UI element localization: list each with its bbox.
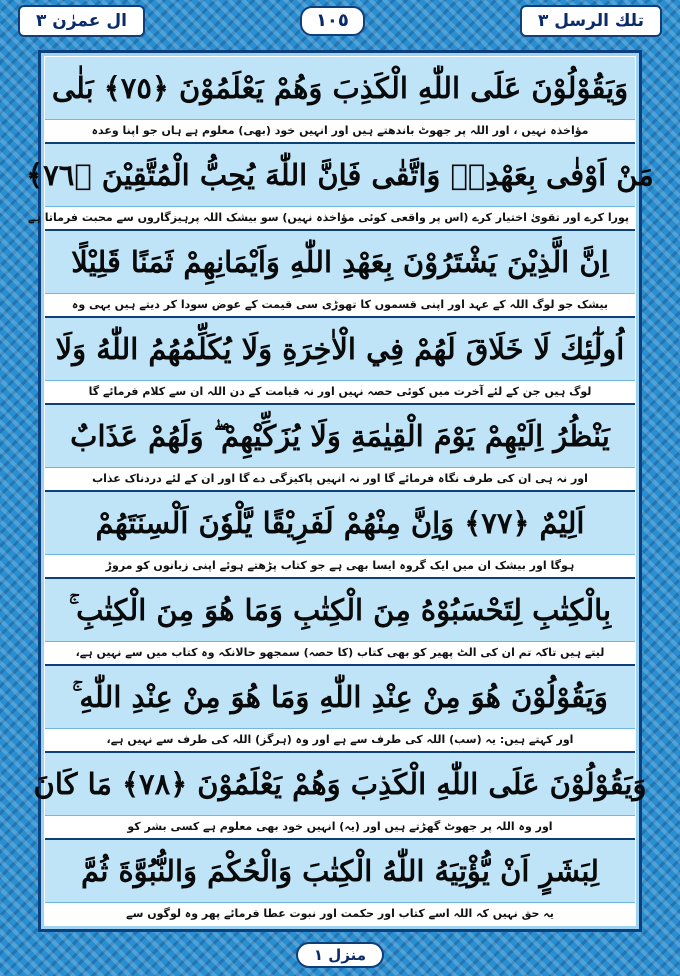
arabic-line: اِنَّ الَّذِيْنَ يَشْتَرُوْنَ بِعَهْدِ اللّٰهِ وَاَيْمَانِهِمْ ثَمَنًا قَلِيْلًا: [45, 231, 635, 293]
line-pair: [26, 144, 654, 231]
text-frame: [26, 50, 654, 932]
arabic-line: وَيَقُوْلُوْنَ عَلَى اللّٰهِ الْكَذِبَ وَهُمْ يَعْلَمُوْنَ ﴿٧٥﴾ بَلٰى: [45, 57, 635, 119]
urdu-translation: پورا کرے اور تقویٰ اختیار کرے (اس پر واقعی کوئی مؤاخذہ نہیں) سو بیشک اللہ پرہیزگاروں سے محبت فرماتا ہے: [45, 206, 635, 229]
urdu-translation: مؤاخذہ نہیں ، اور اللہ پر جھوٹ باندھتے ہیں اور انہیں خود (بھی) معلوم ہے ہاں جو اپنا وعدہ: [45, 119, 635, 142]
urdu-translation: اور نہ ہی ان کی طرف نگاہ فرمائے گا اور نہ انہیں پاکیزگی دے گا اور ان کے لئے دردناک عذاب: [45, 467, 635, 490]
urdu-translation: یہ حق نہیں کہ اللہ اسے کتاب اور حکمت اور نبوت عطا فرمائے پھر وہ لوگوں سے: [45, 902, 635, 925]
arabic-line: وَيَقُوْلُوْنَ عَلَى اللّٰهِ الْكَذِبَ وَهُمْ يَعْلَمُوْنَ ﴿٧٨﴾ مَا كَانَ: [45, 753, 635, 815]
manzil-label: منزل ١: [296, 942, 384, 968]
urdu-translation: اور وہ اللہ پر جھوٹ گھڑتے ہیں اور (یہ) انہیں خود بھی معلوم ہے کسی بشر کو: [45, 815, 635, 838]
urdu-translation: بیشک جو لوگ اللہ کے عہد اور اپنی قسموں کا تھوڑی سی قیمت کے عوض سودا کر دیتے ہیں یہی وہ: [45, 293, 635, 316]
line-pair: [45, 579, 635, 666]
page-number: ١٠٥: [300, 6, 365, 36]
urdu-translation: لیتے ہیں تاکہ تم ان کی الٹ پھیر کو بھی کتاب (کا حصہ) سمجھو حالانکہ وہ کتاب میں سے نہیں ہے،: [45, 641, 635, 664]
arabic-line: يَنْظُرُ اِلَيْهِمْ يَوْمَ الْقِيٰمَةِ وَلَا يُزَكِّيْهِمْ ۖ وَلَهُمْ عَذَابٌ: [45, 405, 635, 467]
arabic-line: اُولٰٓئِكَ لَا خَلَاقَ لَهُمْ فِي الْاٰخِرَةِ وَلَا يُكَلِّمُهُمُ اللّٰهُ وَلَا: [45, 318, 635, 380]
line-pair: [45, 666, 635, 753]
arabic-line: اَلِيْمٌ ﴿٧٧﴾ وَاِنَّ مِنْهُمْ لَفَرِيْقًا يَّلْوٗنَ اَلْسِنَتَهُمْ: [45, 492, 635, 554]
urdu-translation: ہوگا اور بیشک ان میں ایک گروہ ایسا بھی ہے جو کتاب پڑھتے ہوئے اپنی زبانوں کو مروڑ: [45, 554, 635, 577]
verse-lines: [26, 57, 654, 925]
arabic-line: بِالْكِتٰبِ لِتَحْسَبُوْهُ مِنَ الْكِتٰبِ وَمَا هُوَ مِنَ الْكِتٰبِ ۚ: [45, 579, 635, 641]
juz-name: تلك الرسل ٣: [520, 5, 662, 37]
arabic-line: مَنْ اَوْفٰى بِعَهْدِهٖ وَاتَّقٰى فَاِنَّ اللّٰهَ يُحِبُّ الْمُتَّقِيْنَ ﴿٧٦﴾: [45, 144, 635, 206]
line-pair: [45, 231, 635, 318]
page-footer: [0, 942, 680, 968]
line-pair: [45, 318, 635, 405]
line-pair: [45, 57, 635, 144]
line-pair: [33, 753, 647, 840]
page-header: [18, 4, 662, 38]
arabic-line: لِبَشَرٍ اَنْ يُّؤْتِيَهُ اللّٰهُ الْكِتٰبَ وَالْحُكْمَ وَالنُّبُوَّةَ ثُمَّ: [45, 840, 635, 902]
arabic-line: وَيَقُوْلُوْنَ هُوَ مِنْ عِنْدِ اللّٰهِ وَمَا هُوَ مِنْ عِنْدِ اللّٰهِ ۚ: [45, 666, 635, 728]
urdu-translation: لوگ ہیں جن کے لئے آخرت میں کوئی حصہ نہیں اور نہ قیامت کے دن اللہ ان سے کلام فرمائے گا: [45, 380, 635, 403]
line-pair: [45, 492, 635, 579]
surah-name: ال عمرٰن ٣: [18, 5, 145, 37]
line-pair: [45, 840, 635, 925]
line-pair: [45, 405, 635, 492]
urdu-translation: اور کہتے ہیں: یہ (سب) اللہ کی طرف سے ہے اور وہ (ہرگز) اللہ کی طرف سے نہیں ہے،: [45, 728, 635, 751]
